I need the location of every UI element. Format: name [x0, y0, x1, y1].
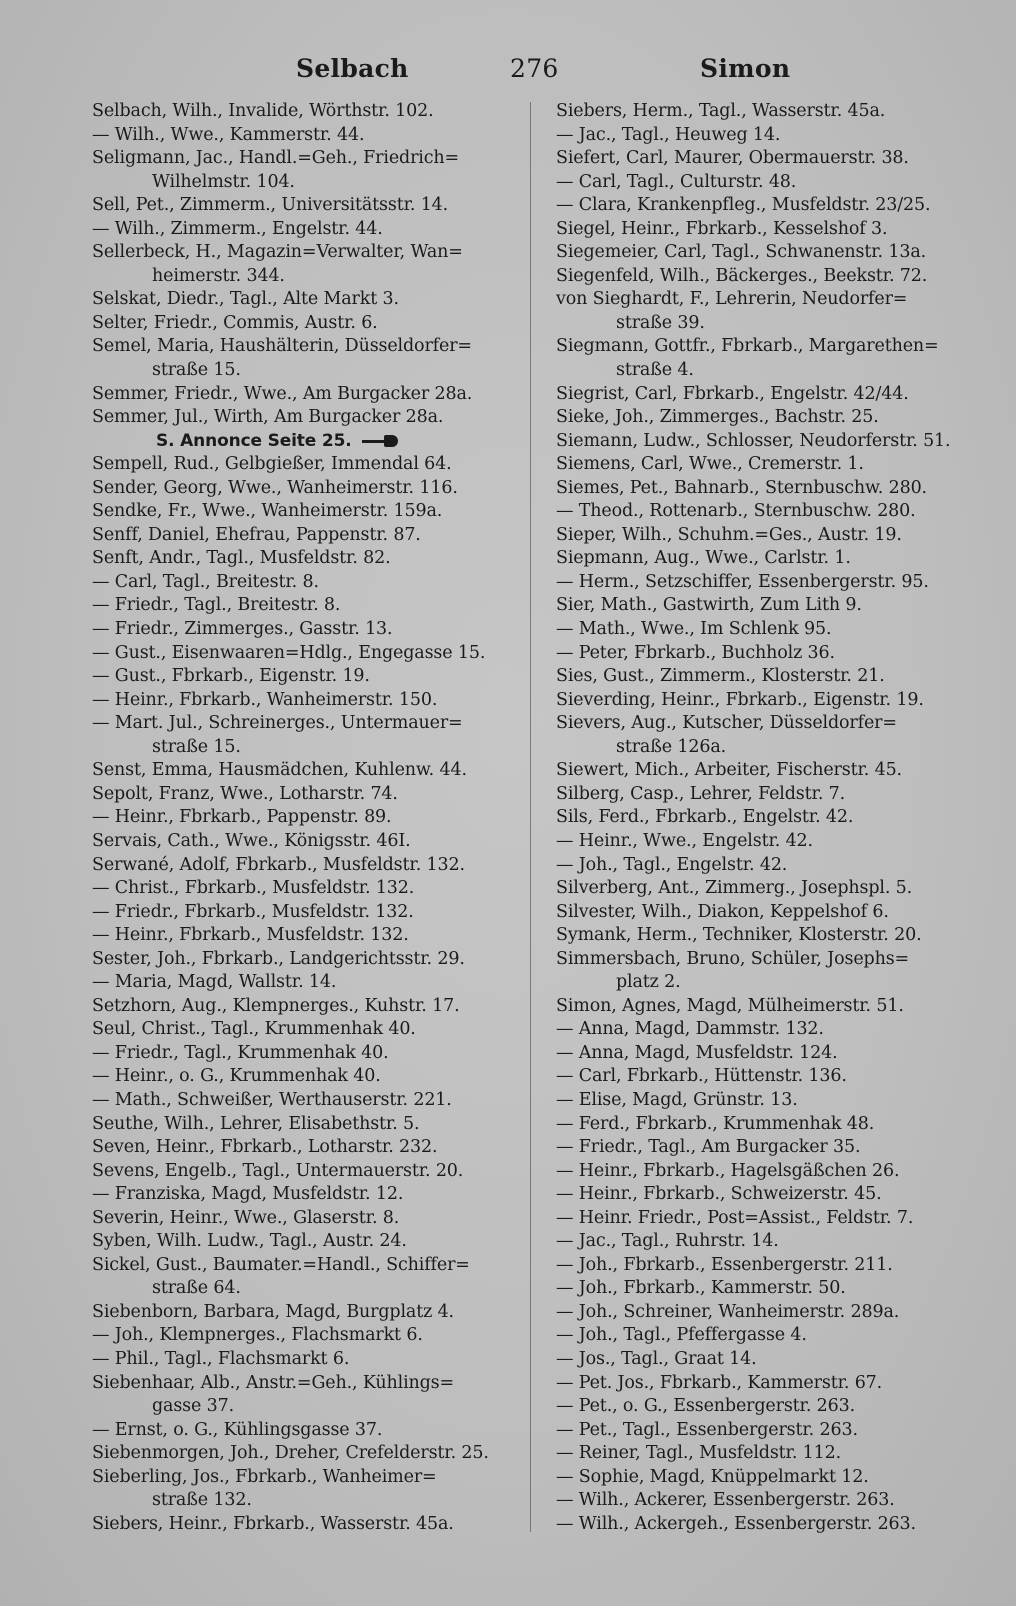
directory-entry: [92, 901, 516, 925]
entry-text: — Jos., Tagl., Graat 14.: [556, 1348, 757, 1369]
directory-entry: [92, 1113, 516, 1137]
column-divider: [530, 102, 531, 1532]
directory-entry: [556, 171, 990, 195]
entry-text: Sester, Joh., Fbrkarb., Landgerichtsstr. 29.: [92, 948, 465, 969]
directory-entry: [92, 1042, 516, 1066]
directory-entry: [556, 1277, 990, 1301]
entry-text: Siebenborn, Barbara, Magd, Burgplatz 4.: [92, 1301, 454, 1322]
entry-text: — Heinr., Fbrkarb., Hagelsgäßchen 26.: [556, 1160, 900, 1181]
entry-text: — Wilh., Ackerer, Essenbergerstr. 263.: [556, 1490, 895, 1511]
header-last-name: Simon: [700, 54, 791, 83]
entry-text: Selbach, Wilh., Invalide, Wörthstr. 102.: [92, 101, 434, 121]
directory-entry: [556, 759, 990, 783]
entry-text: straße 15.: [152, 360, 241, 381]
directory-entry: [556, 288, 990, 312]
directory-entry: [92, 948, 516, 972]
entry-text: Seligmann, Jac., Handl.=Geh., Friedrich=: [92, 148, 460, 169]
directory-entry: [556, 594, 990, 618]
entry-text: Siegrist, Carl, Fbrkarb., Engelstr. 42/44.: [556, 383, 909, 404]
directory-entry: [556, 1489, 990, 1513]
entry-text: — Theod., Rottenarb., Sternbuschw. 280.: [556, 501, 916, 522]
directory-entry: [556, 877, 990, 901]
directory-entry: [92, 241, 516, 265]
entry-continuation: [556, 971, 990, 995]
directory-entry: [92, 1301, 516, 1325]
entry-text: Sieke, Joh., Zimmerges., Bachstr. 25.: [556, 407, 879, 428]
entry-text: Sies, Gust., Zimmerm., Klosterstr. 21.: [556, 666, 885, 687]
entry-text: straße 39.: [616, 312, 705, 333]
entry-text: Sieper, Wilh., Schuhm.=Ges., Austr. 19.: [556, 524, 902, 545]
directory-entry: [556, 571, 990, 595]
directory-entry: [92, 1372, 516, 1396]
entry-text: — Heinr., o. G., Krummenhak 40.: [92, 1066, 381, 1087]
directory-entry: [556, 830, 990, 854]
directory-entry: [556, 124, 990, 148]
directory-entry: [556, 642, 990, 666]
entry-text: — Pet., Tagl., Essenbergerstr. 263.: [556, 1419, 858, 1440]
directory-entry: [556, 618, 990, 642]
entry-text: — Wilh., Ackergeh., Essenbergerstr. 263.: [556, 1513, 916, 1534]
directory-entry: [92, 689, 516, 713]
directory-entry: [92, 194, 516, 218]
entry-text: Sickel, Gust., Baumater.=Handl., Schiffer=: [92, 1254, 470, 1275]
entry-text: Semel, Maria, Haushälterin, Düsseldorfer=: [92, 336, 472, 357]
page-header: [0, 48, 1016, 88]
entry-continuation: [92, 1489, 516, 1513]
directory-entry: [556, 1301, 990, 1325]
directory-entry: [92, 383, 516, 407]
pointing-hand-icon: [362, 435, 398, 447]
entry-text: Sevens, Engelb., Tagl., Untermauerstr. 20.: [92, 1160, 464, 1181]
directory-entry: [92, 783, 516, 807]
directory-entry: [556, 453, 990, 477]
directory-entry: [92, 147, 516, 171]
directory-entry: [92, 1254, 516, 1278]
entry-text: — Friedr., Tagl., Breitestr. 8.: [92, 595, 341, 616]
entry-text: Siegel, Heinr., Fbrkarb., Kesselshof 3.: [556, 218, 888, 239]
entry-text: von Sieghardt, F., Lehrerin, Neudorfer=: [556, 289, 908, 310]
entry-text: straße 64.: [152, 1278, 241, 1299]
entry-continuation: [556, 359, 990, 383]
directory-entry: [556, 1136, 990, 1160]
directory-entry: [556, 500, 990, 524]
entry-text: — Math., Wwe., Im Schlenk 95.: [556, 619, 832, 640]
directory-entry: [92, 100, 516, 124]
directory-entry: [92, 594, 516, 618]
entry-text: — Franziska, Magd, Musfeldstr. 12.: [92, 1184, 404, 1205]
entry-text: — Gust., Fbrkarb., Eigenstr. 19.: [92, 666, 370, 687]
entry-text: Siewert, Mich., Arbeiter, Fischerstr. 45.: [556, 760, 902, 781]
entry-text: — Peter, Fbrkarb., Buchholz 36.: [556, 642, 835, 663]
entry-text: — Herm., Setzschiffer, Essenbergerstr. 95.: [556, 571, 929, 592]
entry-text: Siebers, Herm., Tagl., Wasserstr. 45a.: [556, 101, 886, 121]
directory-entry: [556, 806, 990, 830]
entry-text: S. Annonce Seite 25.: [156, 430, 352, 451]
entry-text: Siegemeier, Carl, Tagl., Schwanenstr. 13a.: [556, 242, 927, 263]
entry-text: Sempell, Rud., Gelbgießer, Immendal 64.: [92, 454, 452, 475]
entry-text: Setzhorn, Aug., Klempnerges., Kuhstr. 17.: [92, 995, 460, 1016]
directory-entry: [92, 1018, 516, 1042]
directory-entry: [556, 1395, 990, 1419]
entry-text: Selskat, Diedr., Tagl., Alte Markt 3.: [92, 289, 399, 310]
directory-entry: [92, 1183, 516, 1207]
entry-text: Semmer, Jul., Wirth, Am Burgacker 28a.: [92, 407, 444, 428]
entry-text: Semmer, Friedr., Wwe., Am Burgacker 28a.: [92, 383, 473, 404]
directory-entry: [556, 100, 990, 124]
directory-entry: [92, 547, 516, 571]
directory-entry: [556, 948, 990, 972]
directory-entry: [556, 1466, 990, 1490]
directory-entry: [92, 1419, 516, 1443]
directory-entry: [556, 1372, 990, 1396]
directory-entry: [556, 1018, 990, 1042]
entry-text: — Wilh., Zimmerm., Engelstr. 44.: [92, 218, 383, 239]
entry-text: Silverberg, Ant., Zimmerg., Josephspl. 5.: [556, 878, 913, 899]
entry-text: Symank, Herm., Techniker, Klosterstr. 20.: [556, 925, 922, 946]
directory-entry: [92, 759, 516, 783]
directory-entry: [92, 477, 516, 501]
directory-entry: [92, 124, 516, 148]
directory-entry: [556, 1324, 990, 1348]
entry-text: Siegenfeld, Wilh., Bäckerges., Beekstr. 72.: [556, 265, 928, 286]
directory-entry: [92, 1136, 516, 1160]
directory-entry: [92, 1348, 516, 1372]
directory-entry: [556, 477, 990, 501]
directory-entry: [92, 877, 516, 901]
entry-text: — Mart. Jul., Schreinerges., Untermauer=: [92, 713, 463, 734]
entry-text: straße 126a.: [616, 736, 727, 757]
directory-entry: [556, 924, 990, 948]
entry-continuation: [92, 1395, 516, 1419]
entry-text: — Friedr., Tagl., Krummenhak 40.: [92, 1042, 389, 1063]
entry-text: Silvester, Wilh., Diakon, Keppelshof 6.: [556, 901, 889, 922]
directory-entry: [556, 1230, 990, 1254]
directory-entry: [556, 689, 990, 713]
directory-entry: [92, 1324, 516, 1348]
directory-entry: [92, 830, 516, 854]
directory-entry: [556, 1065, 990, 1089]
entry-continuation: [556, 736, 990, 760]
entry-text: — Christ., Fbrkarb., Musfeldstr. 132.: [92, 878, 415, 899]
directory-entry: [556, 854, 990, 878]
directory-entry: [556, 524, 990, 548]
header-first-name: Selbach: [296, 54, 409, 83]
entry-text: — Ernst, o. G., Kühlingsgasse 37.: [92, 1419, 383, 1440]
entry-text: Sier, Math., Gastwirth, Zum Lith 9.: [556, 595, 862, 616]
entry-text: Sieberling, Jos., Fbrkarb., Wanheimer=: [92, 1466, 437, 1487]
entry-text: — Joh., Tagl., Engelstr. 42.: [556, 854, 788, 875]
directory-entry: [92, 335, 516, 359]
entry-text: — Joh., Schreiner, Wanheimerstr. 289a.: [556, 1301, 900, 1322]
entry-text: — Jac., Tagl., Ruhrstr. 14.: [556, 1231, 779, 1252]
directory-entry: [92, 288, 516, 312]
entry-text: Sender, Georg, Wwe., Wanheimerstr. 116.: [92, 477, 458, 498]
directory-entry: [92, 806, 516, 830]
entry-text: — Carl, Tagl., Culturstr. 48.: [556, 171, 797, 192]
directory-entry: [556, 265, 990, 289]
entry-text: Sieverding, Heinr., Fbrkarb., Eigenstr. 19.: [556, 689, 924, 710]
entry-continuation: [92, 1277, 516, 1301]
entry-text: Wilhelmstr. 104.: [152, 171, 295, 192]
entry-text: — Heinr., Fbrkarb., Musfeldstr. 132.: [92, 925, 409, 946]
entry-text: Sepolt, Franz, Wwe., Lotharstr. 74.: [92, 783, 398, 804]
directory-entry: [556, 430, 990, 454]
directory-entry: [556, 1089, 990, 1113]
directory-entry: [556, 1254, 990, 1278]
entry-text: — Ferd., Fbrkarb., Krummenhak 48.: [556, 1113, 875, 1134]
entry-text: — Friedr., Fbrkarb., Musfeldstr. 132.: [92, 901, 414, 922]
directory-entry: [556, 901, 990, 925]
entry-text: — Joh., Klempnerges., Flachsmarkt 6.: [92, 1325, 423, 1346]
directory-entry: [92, 524, 516, 548]
entry-text: Seven, Heinr., Fbrkarb., Lotharstr. 232.: [92, 1137, 438, 1158]
entry-text: straße 4.: [616, 360, 694, 381]
entry-text: — Joh., Tagl., Pfeffergasse 4.: [556, 1325, 807, 1346]
directory-entry: [556, 1042, 990, 1066]
directory-entry: [556, 712, 990, 736]
entry-text: Silberg, Casp., Lehrer, Feldstr. 7.: [556, 783, 846, 804]
directory-entry: [92, 642, 516, 666]
directory-entry: [92, 854, 516, 878]
entry-text: — Carl, Tagl., Breitestr. 8.: [92, 571, 319, 592]
entry-text: — Joh., Fbrkarb., Essenbergerstr. 211.: [556, 1254, 893, 1275]
entry-text: — Heinr., Wwe., Engelstr. 42.: [556, 830, 813, 851]
entry-text: — Phil., Tagl., Flachsmarkt 6.: [92, 1348, 350, 1369]
entry-text: — Anna, Magd, Musfeldstr. 124.: [556, 1042, 838, 1063]
entry-text: straße 15.: [152, 736, 241, 757]
entry-text: Siemann, Ludw., Schlosser, Neudorferstr. 51.: [556, 430, 951, 451]
entry-text: heimerstr. 344.: [152, 265, 285, 286]
entry-text: Sellerbeck, H., Magazin=Verwalter, Wan=: [92, 242, 463, 263]
directory-entry: [92, 665, 516, 689]
directory-entry: [92, 1160, 516, 1184]
entry-text: — Pet. Jos., Fbrkarb., Kammerstr. 67.: [556, 1372, 883, 1393]
directory-entry: [556, 1113, 990, 1137]
directory-entry: [92, 1089, 516, 1113]
entry-text: gasse 37.: [152, 1396, 234, 1417]
entry-text: Sendke, Fr., Wwe., Wanheimerstr. 159a.: [92, 501, 443, 522]
directory-entry: [556, 1419, 990, 1443]
entry-text: Simon, Agnes, Magd, Mülheimerstr. 51.: [556, 995, 904, 1016]
entry-text: — Friedr., Tagl., Am Burgacker 35.: [556, 1137, 861, 1158]
entry-text: — Anna, Magd, Dammstr. 132.: [556, 1019, 824, 1040]
entry-text: — Joh., Fbrkarb., Kammerstr. 50.: [556, 1278, 846, 1299]
directory-entry: [92, 1207, 516, 1231]
entry-text: Senft, Andr., Tagl., Musfeldstr. 82.: [92, 548, 391, 569]
directory-entry: [92, 618, 516, 642]
entry-text: Sell, Pet., Zimmerm., Universitätsstr. 14.: [92, 195, 449, 216]
entry-text: Siebers, Heinr., Fbrkarb., Wasserstr. 45a.: [92, 1513, 454, 1534]
directory-entry: [556, 194, 990, 218]
directory-entry: [92, 1466, 516, 1490]
entry-text: Seul, Christ., Tagl., Krummenhak 40.: [92, 1019, 416, 1040]
entry-text: Senff, Daniel, Ehefrau, Pappenstr. 87.: [92, 524, 421, 545]
entry-continuation: [92, 359, 516, 383]
directory-entry: [92, 995, 516, 1019]
directory-entry: [92, 500, 516, 524]
directory-entry: [556, 783, 990, 807]
left-column: [92, 100, 516, 1536]
entry-continuation: [92, 265, 516, 289]
directory-entry: [92, 1065, 516, 1089]
directory-entry: [556, 1160, 990, 1184]
entry-text: — Jac., Tagl., Heuweg 14.: [556, 124, 781, 145]
directory-entry: [92, 218, 516, 242]
directory-entry: [556, 995, 990, 1019]
directory-entry: [556, 406, 990, 430]
directory-entry: [556, 1348, 990, 1372]
directory-entry: [556, 218, 990, 242]
directory-entry: [556, 147, 990, 171]
entry-text: — Clara, Krankenpfleg., Musfeldstr. 23/25.: [556, 195, 931, 216]
directory-entry: [556, 335, 990, 359]
directory-entry: [556, 1183, 990, 1207]
directory-entry: [92, 453, 516, 477]
entry-text: Serwané, Adolf, Fbrkarb., Musfeldstr. 132.: [92, 854, 465, 875]
entry-text: — Friedr., Zimmerges., Gasstr. 13.: [92, 619, 393, 640]
entry-text: — Elise, Magd, Grünstr. 13.: [556, 1089, 798, 1110]
entry-text: — Heinr., Fbrkarb., Wanheimerstr. 150.: [92, 689, 438, 710]
entry-text: Selter, Friedr., Commis, Austr. 6.: [92, 312, 378, 333]
entry-text: Senst, Emma, Hausmädchen, Kuhlenw. 44.: [92, 760, 467, 781]
entry-text: Sils, Ferd., Fbrkarb., Engelstr. 42.: [556, 807, 854, 828]
entry-text: Siebenmorgen, Joh., Dreher, Crefelderstr. 25.: [92, 1443, 489, 1464]
directory-entry: [556, 1207, 990, 1231]
entry-text: — Heinr., Fbrkarb., Pappenstr. 89.: [92, 807, 392, 828]
directory-entry: [92, 406, 516, 430]
annonce-note: [92, 430, 516, 454]
entry-text: straße 132.: [152, 1490, 252, 1511]
entry-text: Siegmann, Gottfr., Fbrkarb., Margarethen=: [556, 336, 939, 357]
entry-text: Siemens, Carl, Wwe., Cremerstr. 1.: [556, 454, 864, 475]
entry-text: Siepmann, Aug., Wwe., Carlstr. 1.: [556, 548, 851, 569]
entry-text: Simmersbach, Bruno, Schüler, Josephs=: [556, 948, 910, 969]
entry-text: Syben, Wilh. Ludw., Tagl., Austr. 24.: [92, 1231, 407, 1252]
entry-text: Siemes, Pet., Bahnarb., Sternbuschw. 280.: [556, 477, 927, 498]
directory-entry: [92, 571, 516, 595]
directory-entry: [556, 665, 990, 689]
entry-text: — Gust., Eisenwaaren=Hdlg., Engegasse 15.: [92, 642, 486, 663]
directory-entry: [92, 1442, 516, 1466]
entry-text: — Math., Schweißer, Werthauserstr. 221.: [92, 1089, 452, 1110]
entry-text: Servais, Cath., Wwe., Königsstr. 46I.: [92, 830, 411, 851]
entry-text: — Pet., o. G., Essenbergerstr. 263.: [556, 1396, 856, 1417]
entry-continuation: [92, 736, 516, 760]
directory-entry: [556, 547, 990, 571]
entry-text: — Sophie, Magd, Knüppelmarkt 12.: [556, 1466, 869, 1487]
directory-entry: [92, 712, 516, 736]
entry-continuation: [556, 312, 990, 336]
entry-text: Siebenhaar, Alb., Anstr.=Geh., Kühlings=: [92, 1372, 455, 1393]
entry-text: Severin, Heinr., Wwe., Glaserstr. 8.: [92, 1207, 400, 1228]
entry-text: Siefert, Carl, Maurer, Obermauerstr. 38.: [556, 148, 909, 169]
page-number: 276: [510, 54, 559, 83]
directory-entry: [556, 241, 990, 265]
entry-text: platz 2.: [616, 972, 681, 993]
entry-text: Sievers, Aug., Kutscher, Düsseldorfer=: [556, 713, 897, 734]
directory-entry: [92, 924, 516, 948]
entry-text: — Maria, Magd, Wallstr. 14.: [92, 972, 337, 993]
directory-entry: [556, 1513, 990, 1537]
entry-text: — Carl, Fbrkarb., Hüttenstr. 136.: [556, 1066, 847, 1087]
right-column: [556, 100, 990, 1536]
entry-text: — Reiner, Tagl., Musfeldstr. 112.: [556, 1443, 842, 1464]
directory-entry: [92, 1513, 516, 1537]
directory-entry: [92, 971, 516, 995]
entry-continuation: [92, 171, 516, 195]
entry-text: — Heinr., Fbrkarb., Schweizerstr. 45.: [556, 1184, 882, 1205]
directory-entry: [92, 312, 516, 336]
entry-text: — Wilh., Wwe., Kammerstr. 44.: [92, 124, 365, 145]
directory-entry: [556, 383, 990, 407]
entry-text: Seuthe, Wilh., Lehrer, Elisabethstr. 5.: [92, 1113, 420, 1134]
directory-entry: [92, 1230, 516, 1254]
directory-entry: [556, 1442, 990, 1466]
entry-text: — Heinr. Friedr., Post=Assist., Feldstr. 7.: [556, 1207, 914, 1228]
